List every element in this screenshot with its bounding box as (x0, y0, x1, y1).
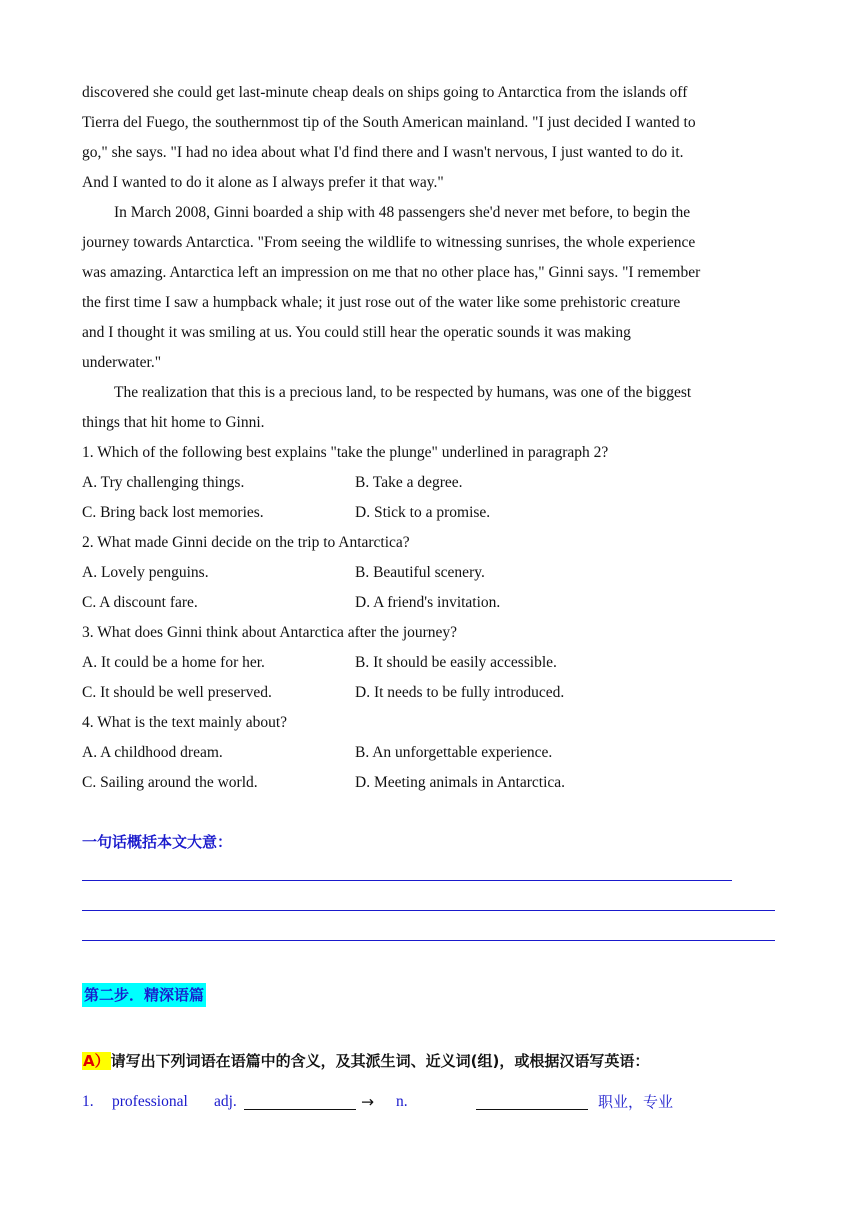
option-4b: B. An unforgettable experience. (355, 744, 553, 761)
passage-line: And I wanted to do it alone as I always prefer it that way." (82, 174, 444, 191)
option-1d: D. Stick to a promise. (355, 504, 491, 521)
question-1: 1. Which of the following best explains "take the plunge" underlined in paragraph 2? (82, 444, 609, 461)
arrow-icon: → (361, 1093, 374, 1111)
passage-line: discovered she could get last-minute cheap deals on ships going to Antarctica from the islands off (82, 84, 688, 101)
vocab-derived-pos: n. (396, 1093, 408, 1110)
passage-line: In March 2008, Ginni boarded a ship with 48 passengers she'd never met before, to begin the (114, 204, 691, 221)
passage-line: and I thought it was smiling at us. You could still hear the operatic sounds it was making (82, 324, 631, 341)
option-2b: B. Beautiful scenery. (355, 564, 485, 581)
option-3c: C. It should be well preserved. (82, 684, 272, 701)
option-1b: B. Take a degree. (355, 474, 463, 491)
option-2d: D. A friend's invitation. (355, 594, 501, 611)
option-3b: B. It should be easily accessible. (355, 654, 557, 671)
summary-prompt: 一句话概括本文大意： (82, 833, 233, 851)
passage-line: things that hit home to Ginni. (82, 414, 265, 431)
passage-line: was amazing. Antarctica left an impression on me that no other place has," Ginni says. "I remember (82, 264, 701, 281)
option-2c: C. A discount fare. (82, 594, 198, 611)
option-2a: A. Lovely penguins. (82, 564, 209, 581)
passage-line: the first time I saw a humpback whale; it just rose out of the water like some prehistoric creature (82, 294, 681, 311)
answer-line[interactable] (82, 910, 775, 911)
vocab-blank-derived[interactable] (476, 1091, 588, 1110)
section-a-instruction (82, 1048, 649, 1074)
section-a-marker: A） (83, 1052, 110, 1070)
answer-line[interactable] (82, 940, 775, 941)
question-4: 4. What is the text mainly about? (82, 714, 288, 731)
option-1c: C. Bring back lost memories. (82, 504, 264, 521)
vocab-blank-meaning[interactable] (244, 1091, 356, 1110)
passage-line: Tierra del Fuego, the southernmost tip of the South American mainland. "I just decided I wanted to (82, 114, 696, 131)
question-3: 3. What does Ginni think about Antarctica after the journey? (82, 624, 458, 641)
passage-line: underwater." (82, 354, 162, 371)
option-1a: A. Try challenging things. (82, 474, 245, 491)
vocab-derived-meaning: 职业，专业 (598, 1093, 674, 1111)
option-3a: A. It could be a home for her. (82, 654, 265, 671)
step-heading: 第二步．精深语篇 (82, 983, 206, 1007)
section-a-text: 请写出下列词语在语篇中的含义，及其派生词、近义词(组)，或根据汉语写英语： (110, 1052, 650, 1070)
passage-line: go," she says. "I had no idea about what I'd find there and I wasn't nervous, I just wanted to do it. (82, 144, 684, 161)
vocab-pos: adj. (214, 1093, 237, 1110)
answer-line[interactable] (82, 880, 732, 881)
vocab-number: 1. (82, 1093, 94, 1110)
option-4d: D. Meeting animals in Antarctica. (355, 774, 566, 791)
passage-line: journey towards Antarctica. "From seeing the wildlife to witnessing sunrises, the whole experience (82, 234, 696, 251)
option-3d: D. It needs to be fully introduced. (355, 684, 565, 701)
vocab-word: professional (112, 1093, 188, 1110)
option-4a: A. A childhood dream. (82, 744, 223, 761)
question-2: 2. What made Ginni decide on the trip to Antarctica? (82, 534, 410, 551)
option-4c: C. Sailing around the world. (82, 774, 258, 791)
passage-line: The realization that this is a precious land, to be respected by humans, was one of the biggest (114, 384, 692, 401)
